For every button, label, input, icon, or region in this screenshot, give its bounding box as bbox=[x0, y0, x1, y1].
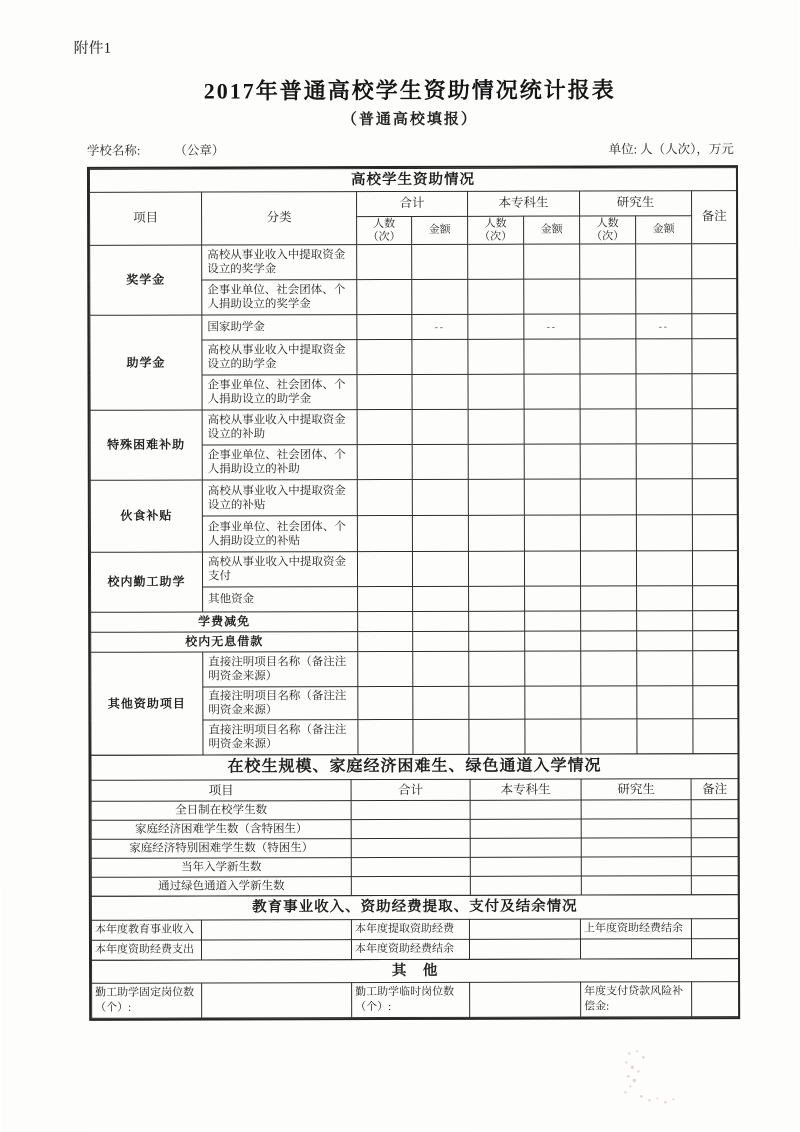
table-row bbox=[91, 876, 738, 897]
section2-enrollment-table bbox=[90, 754, 738, 898]
page-subtitle: （普通高校填报） bbox=[341, 111, 478, 129]
value-cell bbox=[413, 587, 469, 612]
item-meal-subsidy: 伙食补贴 bbox=[90, 480, 202, 552]
row-label-fulltime-students: 全日制在校学生数 bbox=[91, 801, 351, 821]
value-cell-dash: -- bbox=[412, 315, 468, 340]
value-cell bbox=[357, 516, 412, 552]
value-cell bbox=[468, 445, 524, 480]
value-cell bbox=[581, 631, 637, 651]
value-cell bbox=[636, 244, 692, 279]
label-education-income: 本年度教育事业收入 bbox=[91, 920, 201, 940]
remark-cell bbox=[692, 479, 737, 515]
table-row bbox=[91, 938, 738, 960]
row-label-green-channel-students: 通过绿色通道入学新生数 bbox=[91, 877, 351, 897]
value-cell bbox=[412, 245, 468, 280]
value-cell bbox=[412, 375, 468, 410]
value-cell bbox=[468, 516, 524, 552]
category-label: 企事业单位、社会团体、个人捐助设立的奖学金 bbox=[202, 280, 357, 315]
value-cell bbox=[636, 279, 692, 314]
table-row bbox=[90, 314, 737, 341]
value-cell bbox=[580, 551, 636, 586]
remark-cell bbox=[692, 314, 737, 339]
value-cell bbox=[580, 409, 636, 444]
value-cell bbox=[357, 552, 412, 587]
col-header-amount-graduate: 金额 bbox=[636, 216, 692, 244]
remark-cell bbox=[693, 719, 738, 754]
value-cell bbox=[468, 410, 524, 445]
value-cell bbox=[580, 244, 636, 279]
value-cell bbox=[412, 480, 468, 516]
remark-cell bbox=[692, 339, 737, 374]
section4-other-table bbox=[91, 958, 739, 1019]
value-cell bbox=[581, 800, 691, 819]
value-cell bbox=[636, 339, 692, 374]
value-cell bbox=[468, 340, 524, 375]
remark-cell bbox=[693, 631, 738, 651]
category-label: 高校从事业收入中提取资金设立的补助 bbox=[202, 410, 357, 445]
remark-cell bbox=[693, 611, 738, 631]
report-table bbox=[87, 165, 740, 1020]
value-cell bbox=[413, 720, 469, 755]
label-loan-risk-compensation: 年度支付贷款风险补偿金: bbox=[581, 981, 692, 1016]
item-grant: 助学金 bbox=[90, 315, 202, 410]
remark-cell bbox=[692, 444, 737, 479]
value-cell bbox=[636, 374, 692, 409]
value-cell bbox=[524, 374, 580, 409]
value-cell bbox=[412, 280, 468, 315]
category-label: 高校从事业收入中提取资金设立的助学金 bbox=[202, 340, 357, 375]
value-cell bbox=[470, 819, 581, 838]
value-cell bbox=[524, 479, 580, 515]
value-cell bbox=[469, 652, 525, 687]
value-cell-dash: -- bbox=[636, 314, 692, 339]
col-header-graduate: 研究生 bbox=[580, 191, 692, 216]
value-cell bbox=[636, 444, 692, 479]
table-row bbox=[90, 551, 737, 588]
section4-title: 其 他 bbox=[92, 958, 739, 983]
row-label-new-students: 当年入学新生数 bbox=[91, 858, 351, 878]
category-label: 高校从事业收入中提取资金设立的奖学金 bbox=[202, 245, 357, 280]
col-header-graduate: 研究生 bbox=[581, 779, 691, 800]
col-header-count-graduate: 人数 （次） bbox=[580, 216, 636, 244]
label-fixed-workstudy-posts: 勤工助学固定岗位数（个）: bbox=[92, 983, 202, 1018]
value-cell bbox=[469, 939, 580, 959]
value-cell bbox=[358, 652, 413, 687]
value-cell bbox=[637, 586, 693, 611]
table-row bbox=[91, 819, 738, 840]
category-label: 国家助学金 bbox=[202, 315, 357, 340]
value-cell bbox=[524, 515, 580, 551]
value-cell bbox=[358, 587, 413, 612]
value-cell bbox=[351, 858, 470, 877]
value-cell bbox=[358, 632, 413, 652]
value-cell bbox=[351, 877, 470, 896]
item-hardship-subsidy: 特殊困难补助 bbox=[90, 410, 202, 480]
col-header-total: 合计 bbox=[351, 780, 470, 801]
value-cell bbox=[580, 515, 636, 551]
category-label: 企事业单位、社会团体、个人捐助设立的助学金 bbox=[202, 375, 357, 410]
value-cell bbox=[358, 612, 413, 632]
official-seal-note: （公章） bbox=[174, 143, 225, 158]
remark-cell bbox=[692, 279, 737, 314]
value-cell bbox=[358, 687, 413, 720]
value-cell bbox=[691, 918, 738, 938]
category-label: 高校从事业收入中提取资金设立的补贴 bbox=[202, 480, 357, 516]
value-cell bbox=[413, 632, 469, 652]
table-row bbox=[91, 838, 738, 859]
value-cell bbox=[412, 410, 468, 445]
label-aid-expenditure: 本年度资助经费支出 bbox=[91, 940, 201, 960]
value-cell bbox=[524, 409, 580, 444]
table-row bbox=[91, 857, 738, 878]
value-cell bbox=[525, 586, 581, 611]
value-cell bbox=[580, 339, 636, 374]
col-header-remark: 备注 bbox=[692, 191, 737, 244]
value-cell bbox=[525, 611, 581, 631]
section1-aid-table bbox=[89, 167, 739, 756]
remark-cell bbox=[693, 686, 738, 719]
item-scholarship: 奖学金 bbox=[90, 245, 202, 315]
value-cell bbox=[469, 919, 580, 939]
value-cell bbox=[357, 445, 412, 480]
value-cell bbox=[357, 280, 412, 315]
value-cell bbox=[524, 339, 580, 374]
label-temp-workstudy-posts: 勤工助学临时岗位数（个）: bbox=[352, 982, 470, 1017]
value-cell bbox=[469, 632, 525, 652]
value-cell bbox=[470, 876, 581, 895]
category-label: 直接注明项目名称（备注注明资金来源） bbox=[203, 652, 358, 687]
col-header-item: 项目 bbox=[91, 780, 351, 802]
table-row bbox=[91, 651, 738, 688]
value-cell bbox=[636, 409, 692, 444]
category-label: 直接注明项目名称（备注注明资金来源） bbox=[203, 720, 358, 755]
row-label-needy-students: 家庭经济困难学生数（含特困生） bbox=[91, 820, 351, 840]
label-prev-year-balance: 上年度资助经费结余 bbox=[580, 918, 691, 938]
value-cell bbox=[469, 612, 525, 632]
value-cell bbox=[581, 876, 691, 895]
page-title: 2017年普通高校学生资助情况统计报表 bbox=[203, 77, 616, 104]
school-name-line bbox=[87, 140, 225, 158]
section3-title: 教育事业收入、资助经费提取、支付及结余情况 bbox=[91, 895, 738, 920]
remark-cell bbox=[692, 409, 737, 444]
value-cell bbox=[413, 652, 469, 687]
value-cell bbox=[202, 982, 352, 1017]
value-cell bbox=[469, 720, 525, 755]
unit-note: 单位: 人（人次），万元 bbox=[608, 142, 734, 157]
empty-cell bbox=[691, 938, 738, 958]
category-label: 其他资金 bbox=[203, 587, 358, 612]
remark-cell bbox=[691, 838, 738, 857]
value-cell bbox=[468, 315, 524, 340]
value-cell bbox=[636, 515, 692, 551]
remark-cell bbox=[693, 651, 738, 686]
value-cell bbox=[412, 445, 468, 480]
value-cell bbox=[524, 244, 580, 279]
value-cell bbox=[524, 551, 580, 586]
value-cell bbox=[351, 839, 470, 858]
value-cell bbox=[525, 719, 581, 754]
school-name-label: 学校名称: bbox=[86, 143, 141, 158]
item-interest-free-loan: 校内无息借款 bbox=[91, 632, 358, 653]
table-row bbox=[91, 631, 738, 653]
value-cell bbox=[637, 686, 693, 719]
value-cell bbox=[468, 280, 524, 315]
col-header-category: 分类 bbox=[202, 192, 357, 246]
value-cell bbox=[470, 857, 581, 876]
category-label: 直接注明项目名称（备注注明资金来源） bbox=[203, 687, 358, 720]
value-cell bbox=[468, 552, 524, 587]
value-cell bbox=[412, 516, 468, 552]
value-cell bbox=[357, 315, 412, 340]
col-header-count-undergrad: 人数 （次） bbox=[468, 216, 524, 244]
value-cell bbox=[412, 552, 468, 587]
value-cell-dash: -- bbox=[524, 314, 580, 339]
meta-line bbox=[87, 139, 734, 159]
value-cell bbox=[357, 375, 412, 410]
value-cell bbox=[637, 719, 693, 754]
value-cell bbox=[351, 820, 470, 839]
value-cell bbox=[469, 687, 525, 720]
table-row bbox=[91, 800, 738, 821]
value-cell bbox=[468, 245, 524, 280]
value-cell bbox=[581, 719, 637, 754]
value-cell bbox=[581, 819, 691, 838]
table-row bbox=[90, 479, 737, 517]
row-label-extremely-needy-students: 家庭经济特别困难学生数（特困生） bbox=[91, 839, 351, 859]
remark-cell bbox=[691, 857, 738, 876]
value-cell bbox=[201, 919, 351, 939]
value-cell bbox=[358, 720, 413, 755]
value-cell bbox=[357, 340, 412, 375]
section2-title: 在校生规模、家庭经济困难生、绿色通道入学情况 bbox=[91, 754, 738, 781]
label-aid-funds-drawn: 本年度提取资助经费 bbox=[351, 919, 469, 939]
scan-artifact-speckles bbox=[599, 1047, 709, 1117]
item-tuition-waiver: 学费减免 bbox=[91, 612, 358, 633]
col-header-remark: 备注 bbox=[691, 779, 738, 800]
attachment-label: 附件1 bbox=[73, 40, 112, 57]
section3-funding-table bbox=[91, 895, 739, 961]
value-cell bbox=[525, 686, 581, 719]
value-cell bbox=[581, 586, 637, 611]
value-cell bbox=[637, 611, 693, 631]
value-cell bbox=[580, 279, 636, 314]
remark-cell bbox=[692, 374, 737, 409]
table-row bbox=[91, 918, 738, 940]
section1-title: 高校学生资助情况 bbox=[89, 168, 736, 193]
value-cell bbox=[580, 444, 636, 479]
label-current-year-balance: 本年度资助经费结余 bbox=[351, 939, 469, 959]
value-cell bbox=[357, 480, 412, 516]
value-cell bbox=[637, 631, 693, 651]
category-label: 企事业单位、社会团体、个人捐助设立的补助 bbox=[202, 445, 357, 480]
value-cell bbox=[637, 651, 693, 686]
table-row bbox=[90, 244, 737, 281]
col-header-amount-undergrad: 金额 bbox=[524, 216, 580, 244]
value-cell bbox=[636, 479, 692, 515]
table-row bbox=[92, 981, 739, 1018]
value-cell bbox=[524, 279, 580, 314]
value-cell bbox=[470, 800, 581, 819]
table-row bbox=[90, 409, 737, 446]
value-cell bbox=[580, 314, 636, 339]
col-header-undergrad: 本专科生 bbox=[470, 779, 581, 800]
value-cell bbox=[413, 687, 469, 720]
value-cell bbox=[351, 801, 470, 820]
value-cell bbox=[692, 981, 739, 1016]
col-header-count-total: 人数 （次） bbox=[357, 217, 412, 245]
remark-cell bbox=[691, 800, 738, 819]
value-cell bbox=[581, 611, 637, 631]
value-cell bbox=[580, 479, 636, 515]
value-cell bbox=[412, 340, 468, 375]
remark-cell bbox=[692, 244, 737, 279]
value-cell bbox=[470, 838, 581, 857]
value-cell bbox=[525, 651, 581, 686]
value-cell bbox=[413, 612, 469, 632]
remark-cell bbox=[692, 551, 737, 586]
value-cell bbox=[580, 374, 636, 409]
col-header-amount-total: 金额 bbox=[412, 216, 468, 244]
value-cell bbox=[525, 631, 581, 651]
col-header-item: 项目 bbox=[90, 192, 202, 246]
remark-cell bbox=[691, 819, 738, 838]
remark-cell bbox=[692, 515, 737, 551]
value-cell bbox=[468, 375, 524, 410]
item-other-aid: 其他资助项目 bbox=[91, 652, 203, 755]
value-cell bbox=[581, 686, 637, 719]
value-cell bbox=[581, 838, 691, 857]
value-cell bbox=[470, 982, 581, 1017]
table-row bbox=[91, 611, 738, 633]
empty-cell bbox=[580, 938, 691, 958]
item-work-study: 校内勤工助学 bbox=[90, 552, 202, 612]
col-header-undergrad: 本专科生 bbox=[468, 191, 580, 216]
value-cell bbox=[581, 857, 691, 876]
remark-cell bbox=[693, 586, 738, 611]
value-cell bbox=[469, 587, 525, 612]
value-cell bbox=[524, 444, 580, 479]
value-cell bbox=[357, 410, 412, 445]
category-label: 高校从事业收入中提取资金支付 bbox=[202, 552, 357, 587]
value-cell bbox=[357, 245, 412, 280]
col-header-total: 合计 bbox=[357, 191, 468, 216]
value-cell bbox=[636, 551, 692, 586]
category-label: 企事业单位、社会团体、个人捐助设立的补贴 bbox=[202, 516, 357, 552]
value-cell bbox=[468, 480, 524, 516]
value-cell bbox=[581, 651, 637, 686]
value-cell bbox=[201, 939, 351, 959]
remark-cell bbox=[691, 876, 738, 895]
